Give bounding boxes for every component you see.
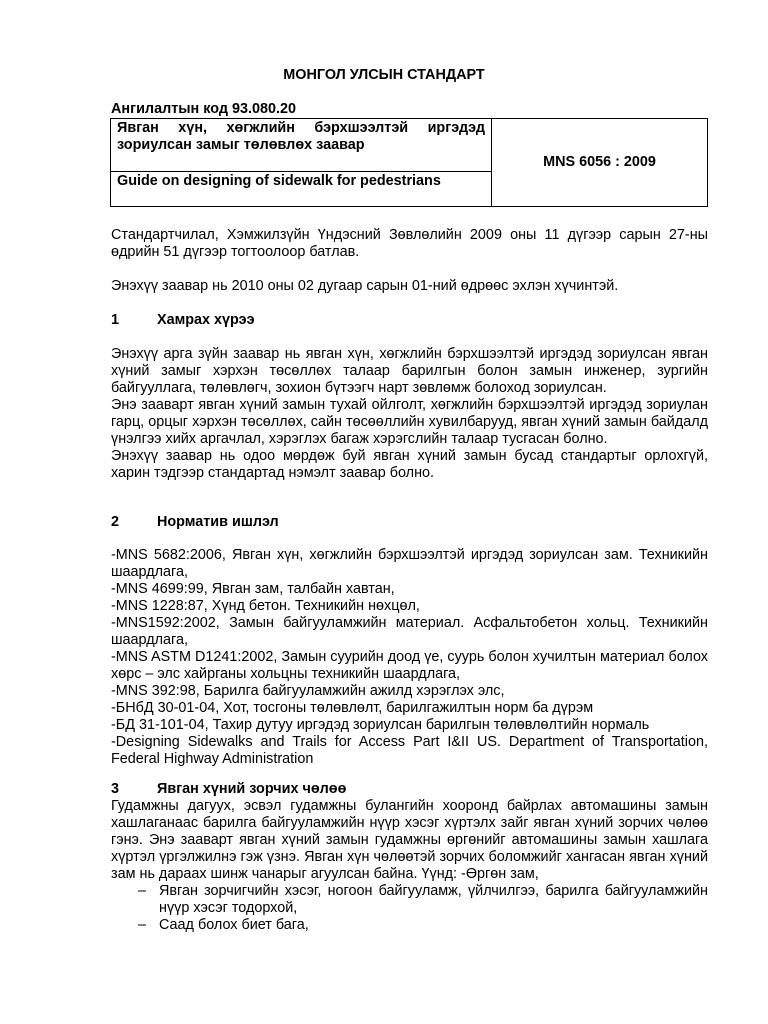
reference-item: -БД 31-101-04, Тахир дутуу иргэдэд зориулсан барилгын төлөвлөлтийн нормаль: [111, 717, 650, 733]
reference-item: -MNS 392:98, Барилга байгууламжийн ажилд хэрэглэх элс,: [111, 683, 505, 699]
paragraph: Гудамжны дагуух, эсвэл гудамжны булангийн хооронд байрлах автомашины замын хашлаганаас барилга байгууламжийн нүүр хэсэг хүртэлх зайг явган хүний зорчих чөлөө гэнэ. Энэ зааварт явган хүний замын гудамжны өргөнийг автомашины замын хашлага хүртэл үргэлжилнэ гэж үзнэ. Явган хүн чөлөөтэй зорчих боломжийг хангасан явган хүний зам нь дараах шинж чанарыг агуулсан байна. Үүнд: -Өргөн зам,: [111, 798, 708, 882]
document-title: МОНГОЛ УЛСЫН СТАНДАРТ: [283, 67, 485, 83]
reference-item: -MNS 1228:87, Хүнд бетон. Техникийн нөхцөл,: [111, 598, 420, 614]
references-list: [111, 547, 708, 768]
standard-number: MNS 6056 : 2009: [492, 119, 708, 207]
section-number: 3: [111, 781, 120, 797]
section-1-heading: [111, 312, 708, 329]
effective-date-text: Энэхүү заавар нь 2010 оны 02 дугаар сарын 01-ний өдрөөс эхлэн хүчинтэй.: [111, 278, 619, 294]
reference-item: -MNS1592:2002, Замын байгууламжийн материал. Асфальтобетон хольц. Техникийн шаардлага,: [111, 615, 708, 648]
reference-item: -Designing Sidewalks and Trails for Access Part I&II US. Department of Transportation, Federal Highway Administration: [111, 734, 708, 767]
list-item: – Саад болох биет бага,: [159, 917, 708, 934]
standard-header-table: [110, 118, 708, 207]
section-title: Норматив ишлэл: [157, 514, 279, 530]
title-mongolian: Явган хүн, хөгжлийн бэрхшээлтэй иргэдэд зориулсан замыг төлөвлөх заавар: [111, 119, 492, 172]
list-item: – Явган зорчигчийн хэсэг, ногоон байгууламж, үйлчилгээ, барилга байгууламжийн нүүр хэсэг тодорхой,: [159, 883, 708, 917]
paragraph: Энэхүү арга зүйн заавар нь явган хүн, хөгжлийн бэрхшээлтэй иргэдэд зориулсан явган хүний замыг хэрхэн төсөллөх талаар барилгын болон замын инженер, зургийн байгууллага, төлөвлөгч, зохион бүтээгч нарт зөвлөмж болоход зориулсан.: [111, 346, 708, 396]
paragraph: Энэхүү заавар нь одоо мөрдөж буй явган хүний замын бусад стандартыг орлохгүй, харин тэдгээр стандартад нэмэлт заавар болно.: [111, 448, 708, 481]
paragraph: Энэ зааварт явган хүний замын тухай ойлголт, хөгжлийн бэрхшээлтэй иргэдэд зориулан гарц, орцыг хэрхэн төсөллөх, сайн төсөөллийн хувилбарууд, явган хүний замын байдалд үнэлгээ хийх аргачлал, хэрэглэх багаж хэрэгслийн талаар тусгасан болно.: [111, 397, 708, 447]
reference-item: -MNS ASTM D1241:2002, Замын суурийн доод үе, суурь болон хучилтын материал болох хөрс – элс хайрганы хольцны техникийн шаардлага,: [111, 649, 708, 682]
section-1-body: [111, 346, 708, 482]
section-2-heading: [111, 514, 708, 531]
section-number: 1: [111, 312, 120, 328]
section-number: 2: [111, 514, 120, 530]
reference-item: -MNS 5682:2006, Явган хүн, хөгжлийн бэрхшээлтэй иргэдэд зориулсан зам. Техникийн шаардлага,: [111, 547, 708, 580]
title-english: Guide on designing of sidewalk for pedestrians: [111, 172, 492, 207]
feature-list: [111, 883, 708, 934]
classification-code: Ангилалтын код 93.080.20: [111, 101, 297, 117]
section-title: Явган хүний зорчих чөлөө: [157, 781, 347, 797]
reference-item: -БНбД 30-01-04, Хот, тосгоны төлөвлөлт, барилгажилтын норм ба дүрэм: [111, 700, 594, 716]
section-3-body: [111, 798, 708, 934]
section-3-heading: [111, 781, 708, 798]
section-title: Хамрах хүрээ: [157, 312, 255, 328]
approval-text: Стандартчилал, Хэмжилзүйн Үндэсний Зөвлөлийн 2009 оны 11 дүгээр сарын 27-ны өдрийн 51 дүгээр тогтоолоор батлав.: [111, 227, 708, 260]
reference-item: -MNS 4699:99, Явган зам, талбайн хавтан,: [111, 581, 395, 597]
